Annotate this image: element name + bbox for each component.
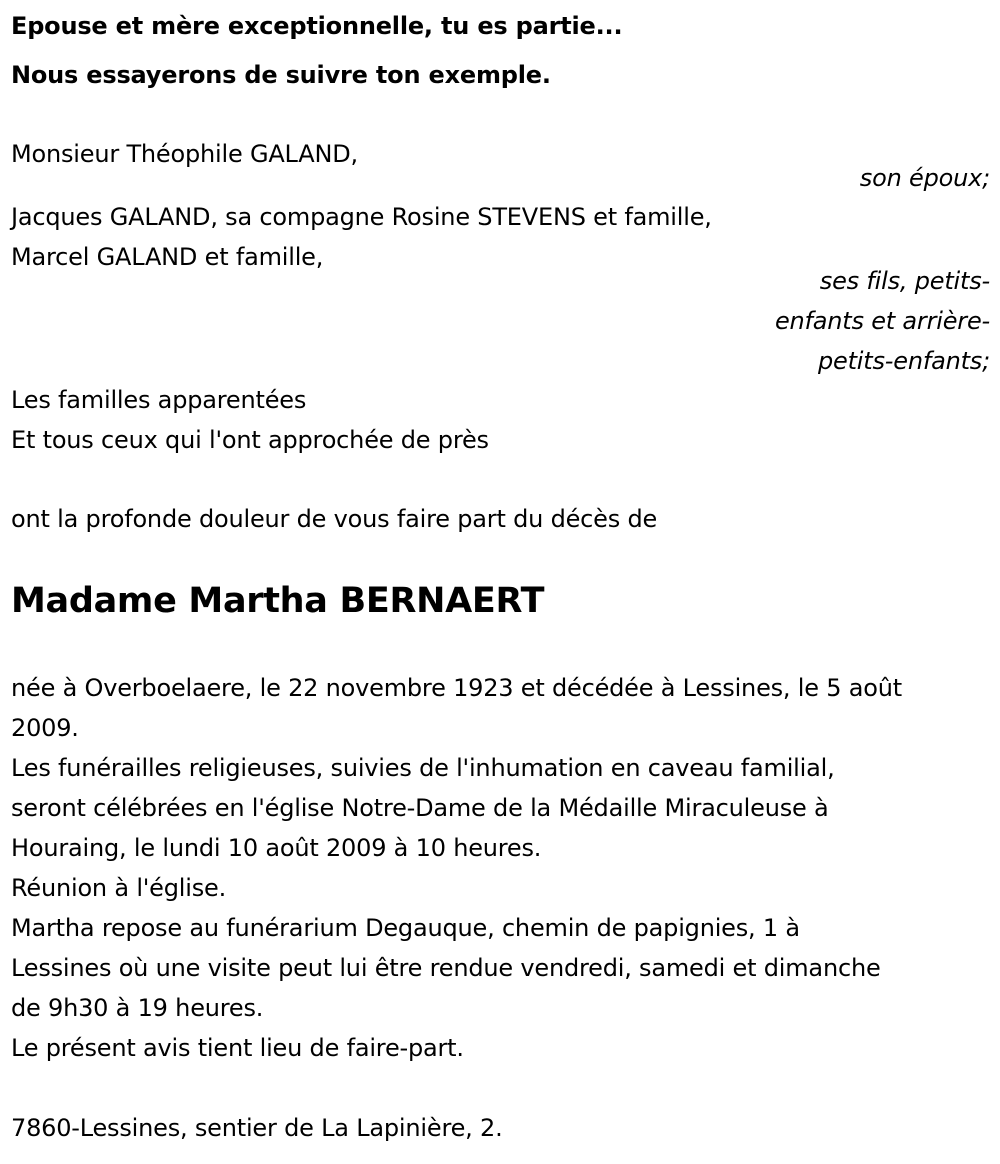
relatives-line-2: Et tous ceux qui l'ont approchée de près (11, 426, 489, 454)
child-line-2: Marcel GALAND et famille, (11, 243, 324, 271)
announcement-text: ont la profonde douleur de vous faire part du décès de (11, 505, 658, 533)
details-line-7: Martha repose au funérarium Degauque, chemin de papignies, 1 à (11, 914, 800, 942)
details-line-5: Houraing, le lundi 10 août 2009 à 10 heures. (11, 834, 542, 862)
details-line-10: Le présent avis tient lieu de faire-part. (11, 1034, 464, 1062)
relatives-line-1: Les familles apparentées (11, 386, 307, 414)
details-line-8: Lessines où une visite peut lui être rendue vendredi, samedi et dimanche (11, 954, 881, 982)
children-role-line-2: enfants et arrière- (774, 307, 990, 335)
spouse-role: son époux; (859, 164, 990, 192)
details-line-1: née à Overboelaere, le 22 novembre 1923 et décédée à Lessines, le 5 août (11, 674, 902, 702)
spouse-name: Monsieur Théophile GALAND, (11, 140, 358, 168)
address: 7860-Lessines, sentier de La Lapinière, 2. (11, 1114, 503, 1142)
details-line-9: de 9h30 à 19 heures. (11, 994, 264, 1022)
details-line-6: Réunion à l'église. (11, 874, 227, 902)
header-line-1: Epouse et mère exceptionnelle, tu es partie... (11, 12, 623, 40)
details-line-3: Les funérailles religieuses, suivies de l'inhumation en caveau familial, (11, 754, 835, 782)
children-role-line-1: ses fils, petits- (819, 267, 990, 295)
child-line-1: Jacques GALAND, sa compagne Rosine STEVENS et famille, (11, 203, 712, 231)
header-line-2: Nous essayerons de suivre ton exemple. (11, 61, 551, 89)
children-role-line-3: petits-enfants; (818, 347, 990, 375)
details-line-2: 2009. (11, 714, 79, 742)
deceased-name: Madame Martha BERNAERT (11, 581, 545, 621)
details-line-4: seront célébrées en l'église Notre-Dame de la Médaille Miraculeuse à (11, 794, 829, 822)
